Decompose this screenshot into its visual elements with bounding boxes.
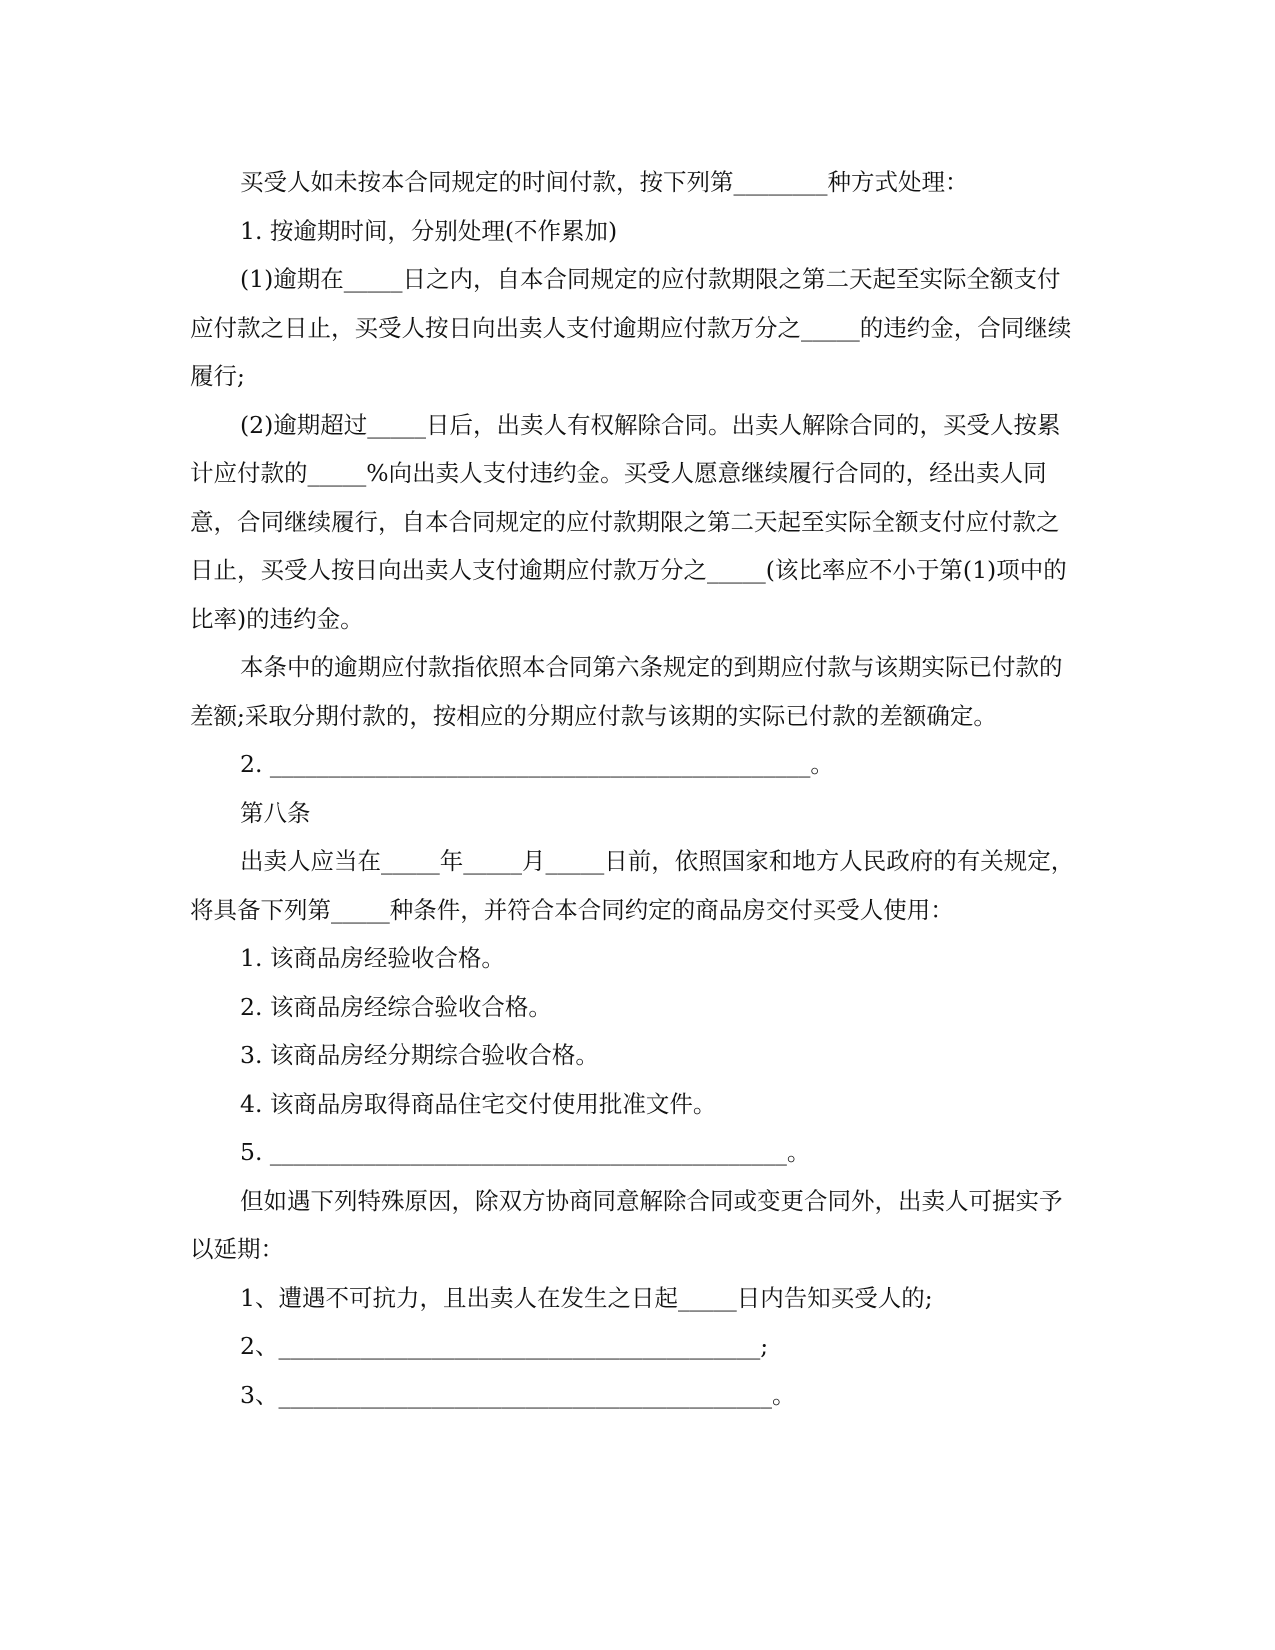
article-eight-heading: 第八条 [240,798,311,827]
paragraph-overdue-handling: 1. 按逾期时间，分别处理(不作累加) [240,216,618,245]
condition-item-3: 3. 该商品房经分期综合验收合格。 [240,1041,599,1069]
paragraph-special-reasons: 但如遇下列特殊原因，除双方协商同意解除合同或变更合同外，出卖人可据实予以延期： [190,1186,1063,1263]
delay-reason-1: 1、遭遇不可抗力，且出卖人在发生之日起_____日内告知买受人的; [240,1283,933,1312]
paragraph-payment-method: 买受人如未按本合同规定的时间付款，按下列第________种方式处理： [240,168,969,196]
delay-reason-3: 3、__________________________________________。 [240,1380,796,1409]
paragraph-overdue-within-days: (1)逾期在_____日之内，自本合同规定的应付款期限之第二天起至实际全额支付应付款之日止，买受人按日向出卖人支付逾期应付款万分之_____的违约金，合同继续履行; [190,265,1072,390]
paragraph-blank-item-2: 2. ______________________________________________。 [240,750,834,778]
condition-item-5: 5. ____________________________________________。 [240,1138,811,1166]
contract-text [190,158,1080,1419]
condition-item-1: 1. 该商品房经验收合格。 [240,944,505,972]
paragraph-overdue-exceeding-days: (2)逾期超过_____日后，出卖人有权解除合同。出卖人解除合同的，买受人按累计应付款的_____%向出卖人支付违约金。买受人愿意继续履行合同的，经出卖人同意，合同继续履行，自本合同规定的应付款期限之第二天起至实际全额支付应付款之日止，买受人按日向出卖人支付逾期应付款万分之_____(该比率应不小于第(1)项中的比率)的违约金。 [190,410,1067,633]
condition-item-2: 2. 该商品房经综合验收合格。 [240,992,552,1021]
paragraph-overdue-definition: 本条中的逾期应付款指依照本合同第六条规定的到期应付款与该期实际已付款的差额;采取分期付款的，按相应的分期应付款与该期的实际已付款的差额确定。 [190,653,1063,730]
paragraph-delivery-date: 出卖人应当在_____年_____月_____日前，依照国家和地方人民政府的有关规定，将具备下列第_____种条件，并符合本合同约定的商品房交付买受人使用： [190,847,1075,924]
delay-reason-2: 2、_________________________________________; [240,1332,769,1360]
condition-item-4: 4. 该商品房取得商品住宅交付使用批准文件。 [240,1089,717,1118]
